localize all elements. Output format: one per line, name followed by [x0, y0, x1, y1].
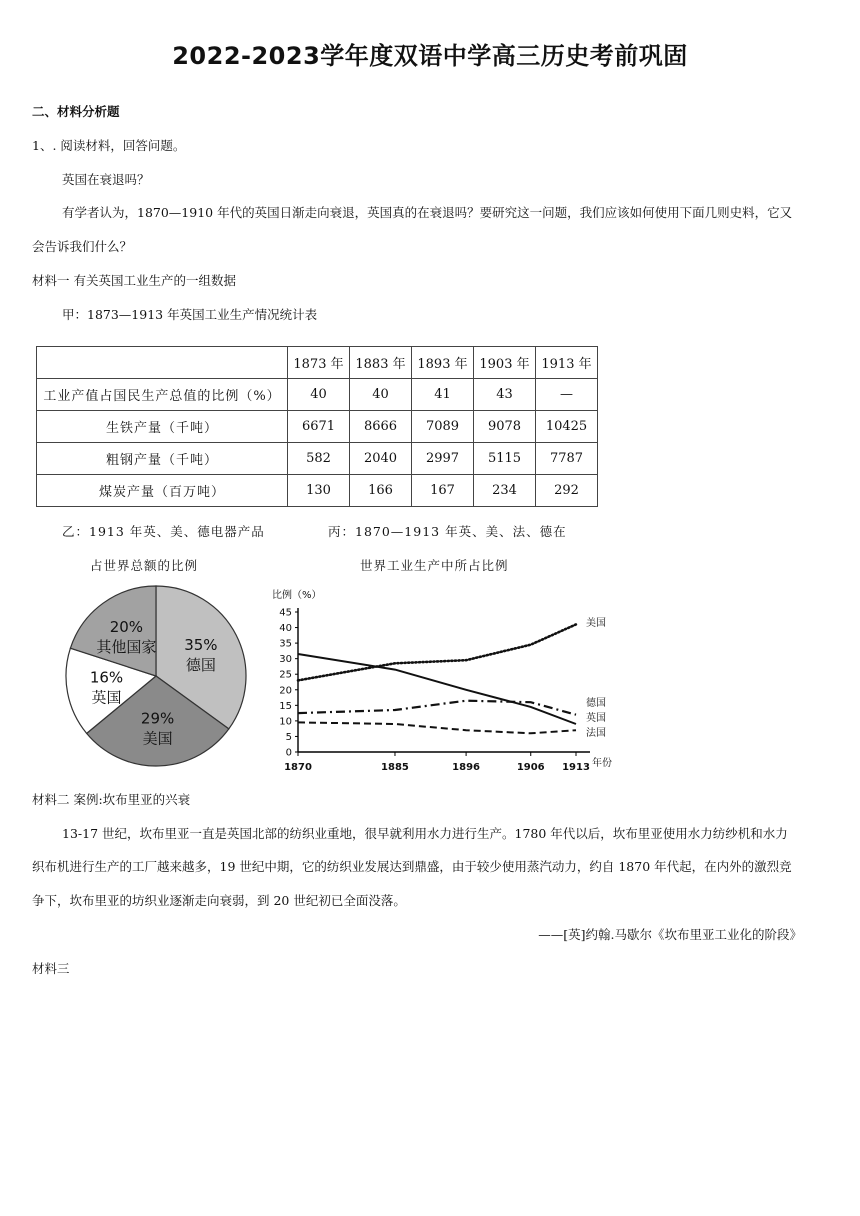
table-year-header: 1903 年	[474, 347, 536, 379]
table-title: 甲：1873—1913 年英国工业生产情况统计表	[62, 307, 318, 322]
table-cell: 5115	[474, 443, 536, 475]
table-cell: 8666	[350, 411, 412, 443]
series-label: 法国	[586, 728, 606, 739]
table-row-label: 煤炭产量（百万吨）	[37, 475, 288, 507]
pie-slice-label: 其他国家	[96, 638, 157, 657]
table-cell: 292	[536, 475, 598, 507]
table-year-header: 1893 年	[412, 347, 474, 379]
table-cell: 43	[474, 379, 536, 411]
table-year-header: 1883 年	[350, 347, 412, 379]
table-cell: 9078	[474, 411, 536, 443]
y-tick-label: 10	[279, 716, 292, 728]
x-tick-label: 1870	[284, 762, 312, 773]
section-heading: 二、材料分析题	[32, 104, 120, 119]
industrial-data-table	[36, 346, 598, 507]
x-tick-label: 1913	[562, 762, 590, 773]
table-cell: 582	[288, 443, 350, 475]
x-tick-label: 1896	[452, 762, 481, 773]
table-cell: 130	[288, 475, 350, 507]
pie-slice-percent: 20%	[109, 618, 144, 637]
material-2-heading: 材料二 案例:坎布里亚的兴衰	[32, 792, 191, 807]
table-row-label: 粗钢产量（千吨）	[37, 443, 288, 475]
pie-caption-line-1: 乙：1913 年英、美、德电器产品	[62, 524, 265, 539]
line-caption-line-2: 世界工业生产中所占比例	[360, 558, 509, 573]
material-3-heading: 材料三	[32, 961, 70, 976]
table-cell: 7787	[536, 443, 598, 475]
table-row-label: 生铁产量（千吨）	[37, 411, 288, 443]
y-tick-label: 15	[279, 700, 292, 712]
y-tick-label: 40	[279, 623, 292, 635]
material-2-source: ——[英]约翰.马歇尔《坎布里亚工业化的阶段》	[538, 927, 802, 942]
pie-chart	[60, 582, 260, 772]
series-label: 美国	[586, 618, 606, 629]
pie-caption-line-2: 占世界总额的比例	[90, 558, 199, 573]
x-tick-label: 1885	[381, 762, 409, 773]
material-2-line-3: 争下，坎布里亚的坊织业逐渐走向衰弱，到 20 世纪初已全面没落。	[32, 893, 406, 908]
table-cell: 167	[412, 475, 474, 507]
table-row	[37, 411, 598, 443]
table-year-header: 1873 年	[288, 347, 350, 379]
table-cell: 2040	[350, 443, 412, 475]
y-tick-label: 35	[279, 638, 292, 650]
table-cell: 234	[474, 475, 536, 507]
question-number: 1、. 阅读材料，回答问题。	[32, 138, 186, 153]
table-cell: 2997	[412, 443, 474, 475]
line-series	[298, 624, 576, 680]
y-tick-label: 20	[279, 685, 292, 697]
series-label: 英国	[586, 713, 606, 724]
x-axis-label: 年份	[592, 758, 612, 769]
pie-slice-label: 德国	[185, 656, 216, 675]
table-cell: 6671	[288, 411, 350, 443]
y-tick-label: 5	[285, 731, 292, 743]
document-title: 2022-2023学年度双语中学高三历史考前巩固	[172, 42, 688, 70]
table-row	[37, 475, 598, 507]
table-header-row	[37, 347, 598, 379]
line-caption-line-1: 丙：1870—1913 年英、美、法、德在	[328, 524, 567, 539]
line-series	[298, 654, 576, 724]
pie-slice-percent: 35%	[184, 636, 218, 655]
material-1-heading: 材料一 有关英国工业生产的一组数据	[32, 273, 236, 288]
table-cell: 41	[412, 379, 474, 411]
series-label: 德国	[586, 698, 606, 709]
table-year-header: 1913 年	[536, 347, 598, 379]
x-tick-label: 1906	[516, 762, 545, 773]
intro-paragraph-line-2: 会告诉我们什么？	[32, 239, 133, 254]
y-tick-label: 45	[279, 607, 292, 619]
table-cell: —	[536, 379, 598, 411]
pie-slice-percent: 29%	[140, 709, 175, 728]
pie-slice-label: 英国	[91, 688, 122, 707]
y-tick-label: 30	[279, 654, 292, 666]
y-axis-label: 比例（%）	[272, 590, 322, 601]
line-series	[298, 722, 576, 733]
table-row	[37, 443, 598, 475]
pie-slice-label: 美国	[142, 729, 173, 748]
y-tick-label: 25	[279, 669, 292, 681]
table-row	[37, 379, 598, 411]
material-2-line-1: 13-17 世纪，坎布里亚一直是英国北部的纺织业重地，很早就利用水力进行生产。1780 年代以后，坎布里亚使用水力纺纱机和水力	[62, 826, 788, 841]
table-cell: 40	[350, 379, 412, 411]
y-tick-label: 0	[285, 747, 292, 759]
question-title: 英国在衰退吗？	[62, 172, 150, 187]
table-cell: 10425	[536, 411, 598, 443]
material-2-line-2: 织布机进行生产的工厂越来越多，19 世纪中期，它的纺织业发展达到鼎盛，由于较少使用蒸汽动力，约自 1870 年代起，在内外的激烈竞	[32, 859, 792, 874]
intro-paragraph-line-1: 有学者认为，1870—1910 年代的英国日渐走向衰退，英国真的在衰退吗？要研究这一问题，我们应该如何使用下面几则史料，它又	[62, 205, 793, 220]
table-cell: 7089	[412, 411, 474, 443]
table-cell: 166	[350, 475, 412, 507]
pie-slice-percent: 16%	[89, 668, 124, 687]
table-corner-cell	[37, 347, 288, 379]
line-chart	[268, 582, 648, 782]
table-row-label: 工业产值占国民生产总值的比例（%）	[37, 379, 288, 411]
table-cell: 40	[288, 379, 350, 411]
